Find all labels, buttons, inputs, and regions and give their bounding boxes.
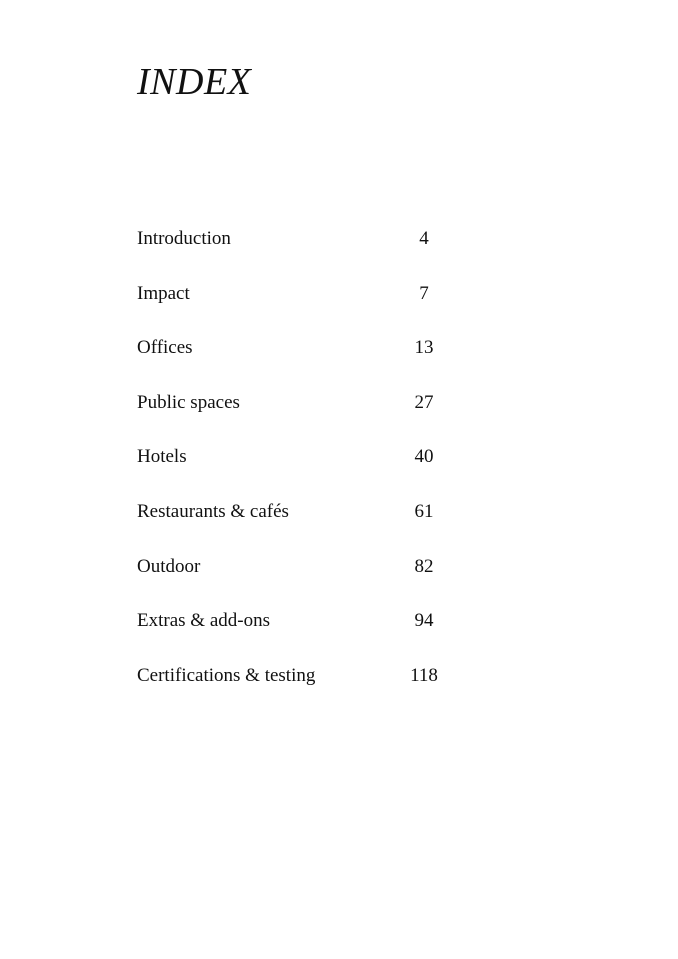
table-of-contents	[137, 225, 447, 716]
toc-entry-label: Introduction	[137, 228, 231, 249]
toc-entry-page-number: 13	[414, 337, 434, 359]
toc-entry-introduction	[137, 225, 447, 280]
toc-entry-label: Hotels	[137, 446, 187, 468]
page-title: INDEX	[137, 61, 252, 103]
toc-entry-page-number: 82	[414, 555, 434, 577]
toc-entry-label: Outdoor	[137, 555, 201, 577]
toc-entry-certifications-testing	[137, 662, 447, 717]
toc-entry-label: Certifications & testing	[137, 664, 316, 686]
toc-entry-page-number: 4	[419, 228, 429, 249]
toc-entry-page-number: 40	[414, 446, 434, 468]
toc-entry-restaurants-cafes	[137, 498, 447, 553]
toc-entry-label: Restaurants & cafés	[137, 500, 289, 522]
toc-entry-label: Extras & add-ons	[137, 610, 270, 632]
toc-entry-label: Public spaces	[137, 391, 240, 413]
toc-entry-page-number: 61	[414, 500, 434, 522]
toc-entry-impact	[137, 280, 447, 335]
toc-entry-page-number: 27	[414, 391, 434, 413]
toc-entry-label: Impact	[137, 282, 190, 304]
toc-entry-page-number: 118	[410, 664, 438, 686]
toc-entry-page-number: 94	[414, 610, 434, 632]
toc-entry-outdoor	[137, 553, 447, 608]
toc-entry-label: Offices	[137, 337, 193, 359]
toc-entry-public-spaces	[137, 389, 447, 444]
toc-entry-offices	[137, 334, 447, 389]
toc-entry-hotels	[137, 443, 447, 498]
toc-entry-page-number: 7	[419, 282, 429, 304]
toc-entry-extras-add-ons	[137, 607, 447, 662]
